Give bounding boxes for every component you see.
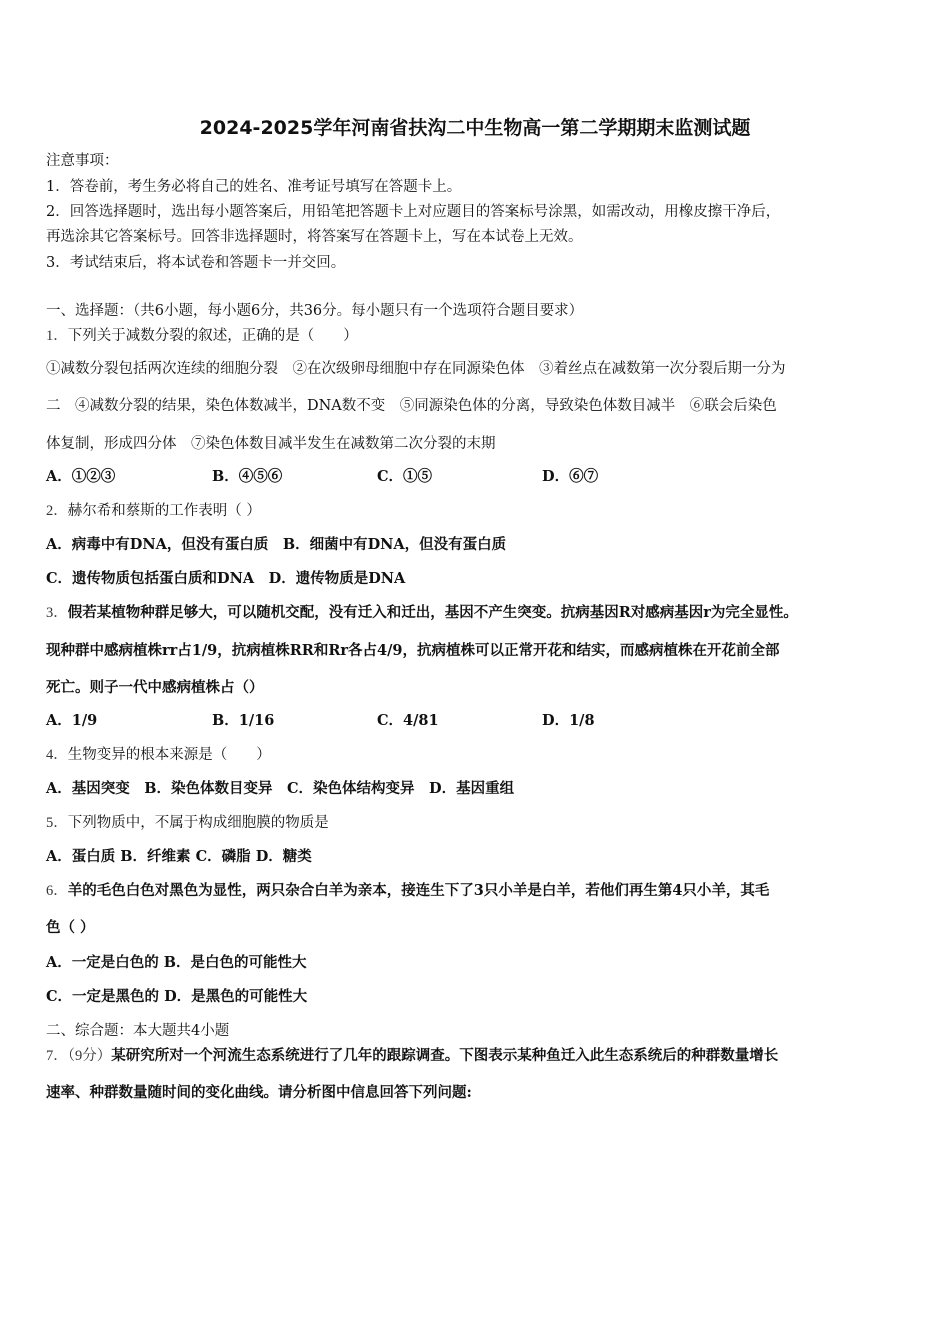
question-5-number: 5．: [46, 815, 68, 831]
question-2-options-line-1: A．病毒中有DNA，但没有蛋白质 B．细菌中有DNA，但没有蛋白质: [46, 536, 507, 553]
page-title: 2024-2025学年河南省扶沟二中生物高一第二学期期末监测试题: [199, 117, 751, 139]
question-5-text: 下列物质中，不属于构成细胞膜的物质是: [67, 815, 329, 831]
question-6-options-line-1: A．一定是白色的 B．是白色的可能性大: [46, 954, 307, 971]
question-6-line-1: [46, 881, 769, 901]
question-3-option-a: A．1/9: [46, 712, 98, 729]
question-5-options: A．蛋白质 B．纤维素 C．磷脂 D．糖类: [46, 848, 312, 865]
question-7-text-1: 某研究所对一个河流生态系统进行了几年的跟踪调查。下图表示某种鱼迁入此生态系统后的种群数量增长: [111, 1047, 779, 1064]
question-2-text: 赫尔希和蔡斯的工作表明（ ）: [67, 503, 261, 519]
notice-line-1: 1．答卷前，考生务必将自己的姓名、准考证号填写在答题卡上。: [46, 179, 462, 195]
question-1-body-line-2: 二 ④减数分裂的结果，染色体数减半，DNA数不变 ⑤同源染色体的分离，导致染色体数目减半 ⑥联会后染色: [46, 398, 777, 414]
section-1-heading: 一、选择题：（共6小题，每小题6分，共36分。每小题只有一个选项符合题目要求）: [46, 303, 584, 319]
question-3-line-1: [46, 603, 798, 623]
question-3-number: 3．: [46, 605, 68, 621]
question-2-stem: [46, 501, 261, 521]
question-1-stem: [46, 326, 358, 346]
question-3-line-3: 死亡。则子一代中感病植株占（）: [46, 679, 264, 696]
question-6-text-1: 羊的毛色白色对黑色为显性，两只杂合白羊为亲本，接连生下了3只小羊是白羊，若他们再生第4只小羊，其毛: [67, 882, 770, 899]
question-1-option-d: D．⑥⑦: [542, 468, 599, 485]
question-4-stem: [46, 745, 271, 765]
question-4-text: 生物变异的根本来源是（ ）: [67, 747, 271, 763]
question-3-line-2: 现种群中感病植株rr占1/9，抗病植株RR和Rr各占4/9，抗病植株可以正常开花和结实，而感病植株在开花前全部: [46, 642, 780, 659]
question-7-line-1: [46, 1046, 778, 1066]
question-1-option-c: C．①⑤: [377, 468, 433, 485]
question-1-option-a: A．①②③: [46, 468, 116, 485]
question-1-body-line-3: 体复制，形成四分体 ⑦染色体数目减半发生在减数第二次分裂的末期: [46, 436, 496, 452]
question-2-options-line-2: C．遗传物质包括蛋白质和DNA D．遗传物质是DNA: [46, 570, 406, 587]
question-7-line-2: 速率、种群数量随时间的变化曲线。请分析图中信息回答下列问题:: [46, 1084, 472, 1101]
question-6-options-line-2: C．一定是黑色的 D．是黑色的可能性大: [46, 988, 308, 1005]
notice-line-3: 再选涂其它答案标号。回答非选择题时，将答案写在答题卡上，写在本试卷上无效。: [46, 229, 583, 245]
question-1-text: 下列关于减数分裂的叙述，正确的是（ ）: [67, 328, 358, 344]
question-3-text-1: 假若某植物种群足够大，可以随机交配，没有迁入和迁出，基因不产生突变。抗病基因R对感病基因r为完全显性。: [67, 604, 798, 621]
question-6-number: 6．: [46, 883, 68, 899]
question-4-number: 4．: [46, 747, 68, 763]
question-1-option-b: B．④⑤⑥: [212, 468, 283, 485]
question-7-score: （9分）: [67, 1048, 112, 1064]
question-7-number: 7．: [46, 1048, 68, 1064]
question-5-stem: [46, 813, 329, 833]
notice-line-4: 3．考试结束后，将本试卷和答题卡一并交回。: [46, 255, 346, 271]
question-3-option-b: B．1/16: [212, 712, 275, 729]
question-1-body-line-1: ①减数分裂包括两次连续的细胞分裂 ②在次级卵母细胞中存在同源染色体 ③着丝点在减数第一次分裂后期一分为: [46, 361, 786, 377]
question-3-option-d: D．1/8: [542, 712, 595, 729]
question-3-option-c: C．4/81: [377, 712, 439, 729]
section-2-heading: 二、综合题：本大题共4小题: [46, 1023, 230, 1039]
question-4-options: A．基因突变 B．染色体数目变异 C．染色体结构变异 D．基因重组: [46, 780, 515, 797]
question-6-line-2: 色（ ）: [46, 919, 95, 936]
question-2-number: 2．: [46, 503, 68, 519]
notice-heading: 注意事项：: [46, 153, 119, 169]
question-1-number: 1．: [46, 328, 68, 344]
notice-line-2: 2．回答选择题时，选出每小题答案后，用铅笔把答题卡上对应题目的答案标号涂黑，如需改动，用橡皮擦干净后，: [46, 204, 781, 220]
